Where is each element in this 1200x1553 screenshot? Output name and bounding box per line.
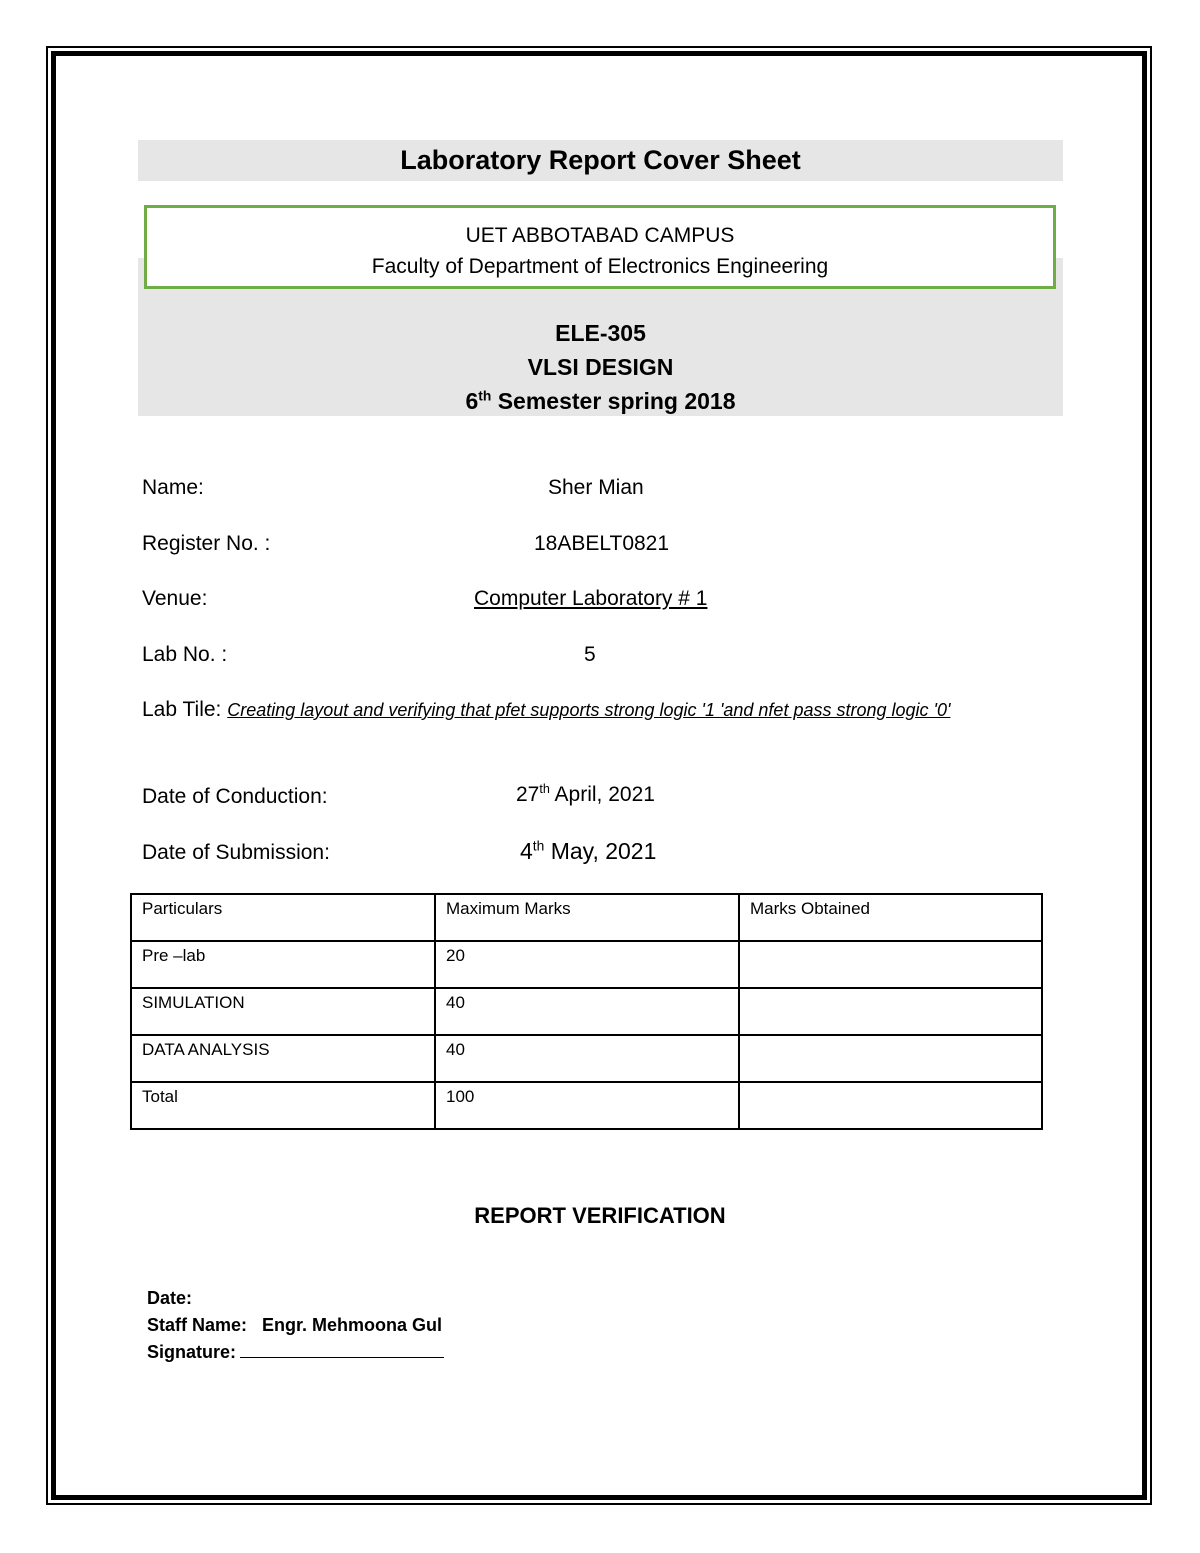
table-row <box>131 988 1042 1035</box>
name-label: Name: <box>142 476 204 499</box>
table-cell: SIMULATION <box>131 988 435 1035</box>
marks-table <box>130 893 1043 1130</box>
staff-name-value: Engr. Mehmoona Gul <box>262 1315 443 1335</box>
lab-no-label: Lab No. : <box>142 643 228 666</box>
faculty-name: Faculty of Department of Electronics Engineering <box>371 255 829 278</box>
table-header: Maximum Marks <box>435 894 739 941</box>
venue-value: Computer Laboratory # 1 <box>474 587 708 610</box>
table-cell <box>739 1035 1042 1082</box>
table-cell: DATA ANALYSIS <box>131 1035 435 1082</box>
table-header-row <box>131 894 1042 941</box>
lab-title-value: Creating layout and verifying that pfet supports strong logic '1 'and nfet pass strong logic '0' <box>227 700 951 720</box>
verification-date-label: Date: <box>147 1288 193 1308</box>
table-row <box>131 1082 1042 1129</box>
submission-date: 4th May, 2021 <box>520 838 657 864</box>
staff-name-row: Staff Name: Engr. Mehmoona Gul <box>147 1315 443 1335</box>
table-cell <box>739 941 1042 988</box>
lab-no-value: 5 <box>584 643 596 666</box>
table-cell: 40 <box>435 1035 739 1082</box>
table-header: Particulars <box>131 894 435 941</box>
table-cell: Pre –lab <box>131 941 435 988</box>
page-title: Laboratory Report Cover Sheet <box>138 140 1063 181</box>
table-row <box>131 941 1042 988</box>
table-header: Marks Obtained <box>739 894 1042 941</box>
course-name: VLSI DESIGN <box>527 354 674 380</box>
table-cell: 40 <box>435 988 739 1035</box>
course-semester: 6th Semester spring 2018 <box>465 388 736 414</box>
submission-label: Date of Submission: <box>142 841 330 864</box>
verification-heading: REPORT VERIFICATION <box>474 1203 726 1228</box>
table-cell <box>739 988 1042 1035</box>
table-cell: 100 <box>435 1082 739 1129</box>
verification-block <box>147 1285 444 1366</box>
campus-box <box>144 205 1056 289</box>
table-row <box>131 1035 1042 1082</box>
campus-name: UET ABBOTABAD CAMPUS <box>465 224 735 247</box>
register-label: Register No. : <box>142 532 271 555</box>
name-value: Sher Mian <box>548 476 644 499</box>
signature-row: Signature: <box>147 1339 444 1366</box>
course-code: ELE-305 <box>555 320 646 346</box>
conduction-date: 27th April, 2021 <box>516 782 655 806</box>
table-cell <box>739 1082 1042 1129</box>
venue-label: Venue: <box>142 587 208 610</box>
conduction-label: Date of Conduction: <box>142 785 328 808</box>
lab-title-label: Lab Tile: <box>142 698 222 721</box>
lab-title-row <box>142 698 950 722</box>
table-cell: 20 <box>435 941 739 988</box>
course-info <box>138 316 1063 418</box>
register-value: 18ABELT0821 <box>534 532 670 555</box>
table-cell: Total <box>131 1082 435 1129</box>
signature-line <box>240 1340 444 1358</box>
